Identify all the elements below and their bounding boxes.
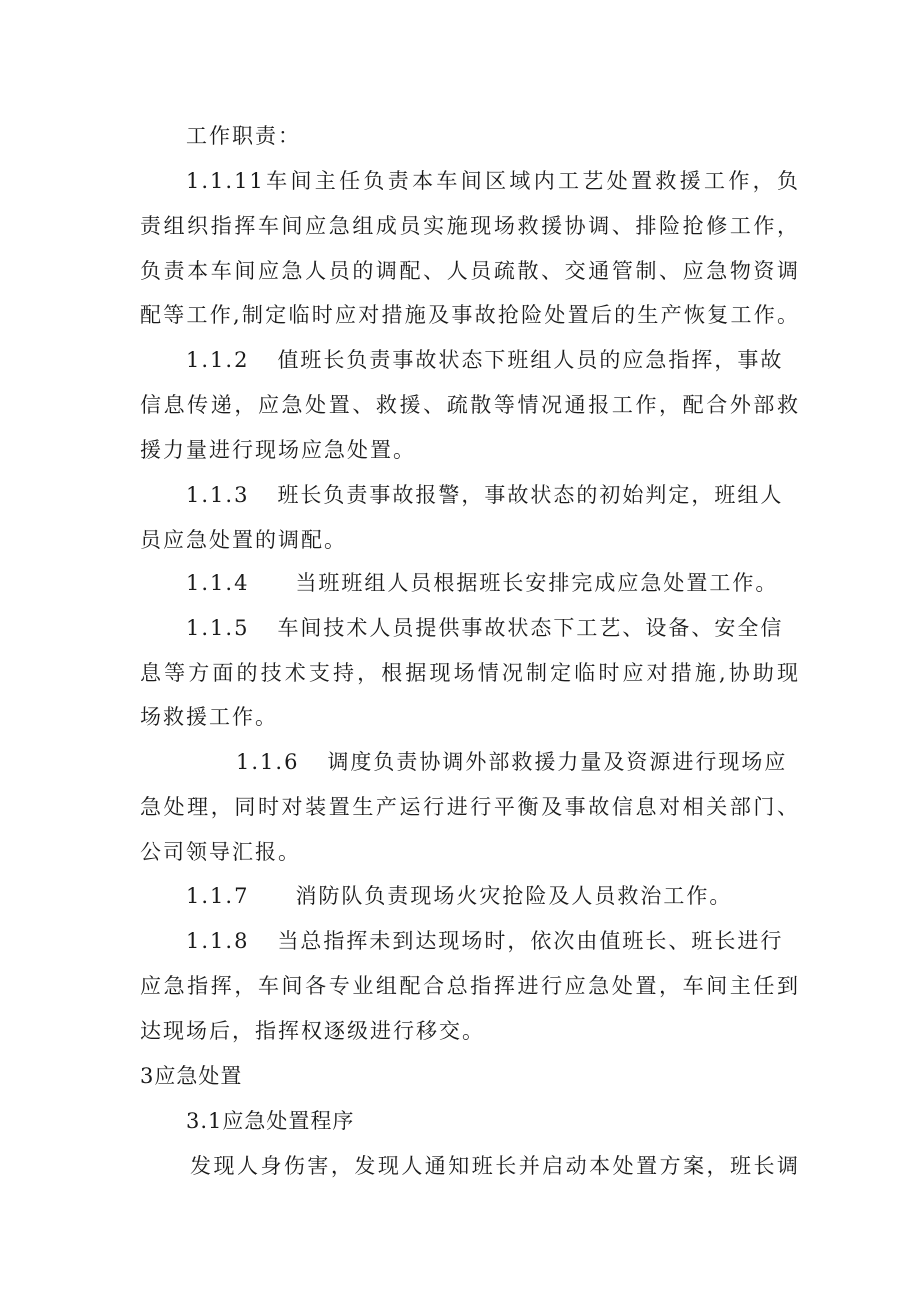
item-1-1-6-line-2: 急处理，同时对装置生产运行进行平衡及事故信息对相关部门、 [140, 795, 800, 819]
item-1-1-2-line-2: 信息传递，应急处置、救援、疏散等情况通报工作，配合外部救 [140, 393, 800, 417]
item-1-1-11-line-1: 1.1.11车间主任负责本车间区域内工艺处置救援工作，负 [186, 169, 800, 193]
item-1-1-5-number: 1.1.5 [186, 616, 250, 640]
item-1-1-7-text: 消防队负责现场火灾抢险及人员救治工作。 [295, 884, 733, 908]
section-3-1-paragraph-line-1: 发现人身伤害，发现人通知班长并启动本处置方案，班长调 [190, 1154, 800, 1178]
item-1-1-8-line-3: 达现场后，指挥权逐级进行移交。 [140, 1019, 485, 1043]
item-1-1-4-text: 当班班组人员根据班长安排完成应急处置工作。 [295, 571, 779, 595]
item-1-1-3-line-1 [186, 480, 800, 510]
item-1-1-8-text: 当总指挥未到达现场时，依次由值班长、班长进行 [277, 929, 784, 953]
item-1-1-2-number: 1.1.2 [186, 348, 250, 372]
duties-heading: 工作职责： [186, 124, 301, 148]
item-1-1-6-line-3: 公司领导汇报。 [140, 840, 301, 864]
item-1-1-6-number: 1.1.6 [236, 750, 300, 774]
item-1-1-5-line-3: 场救援工作。 [140, 705, 278, 729]
item-1-1-2-line-1 [186, 345, 800, 375]
item-1-1-7-line-1 [186, 881, 800, 911]
item-1-1-11-line-4: 配等工作,制定临时应对措施及事故抢险处置后的生产恢复工作。 [140, 303, 800, 327]
item-1-1-2-text: 值班长负责事故状态下班组人员的应急指挥，事故 [277, 348, 784, 372]
item-1-1-5-line-1 [186, 613, 800, 643]
item-1-1-8-line-1 [186, 926, 800, 956]
item-1-1-4-number: 1.1.4 [186, 571, 250, 595]
item-1-1-4-line-1 [186, 568, 800, 598]
item-1-1-3-number: 1.1.3 [186, 483, 250, 507]
item-1-1-8-number: 1.1.8 [186, 929, 250, 953]
item-1-1-8-line-2: 应急指挥，车间各专业组配合总指挥进行应急处置，车间主任到 [140, 974, 800, 998]
section-3-1-heading: 3.1应急处置程序 [186, 1109, 355, 1133]
item-1-1-3-text: 班长负责事故报警，事故状态的初始判定，班组人 [277, 483, 784, 507]
section-3-heading: 3应急处置 [140, 1064, 243, 1088]
item-1-1-11-line-3: 负责本车间应急人员的调配、人员疏散、交通管制、应急物资调 [140, 259, 800, 283]
item-1-1-2-line-3: 援力量进行现场应急处置。 [140, 438, 416, 462]
item-1-1-5-text: 车间技术人员提供事故状态下工艺、设备、安全信 [277, 616, 784, 640]
item-1-1-6-text: 调度负责协调外部救援力量及资源进行现场应 [327, 750, 788, 774]
item-1-1-7-number: 1.1.7 [186, 884, 250, 908]
item-1-1-5-line-2: 息等方面的技术支持，根据现场情况制定临时应对措施,协助现 [140, 661, 800, 685]
item-1-1-11-line-2: 责组织指挥车间应急组成员实施现场救援协调、排险抢修工作， [140, 214, 800, 238]
item-1-1-3-line-2: 员应急处置的调配。 [140, 528, 347, 552]
item-1-1-6-line-1 [236, 747, 800, 777]
